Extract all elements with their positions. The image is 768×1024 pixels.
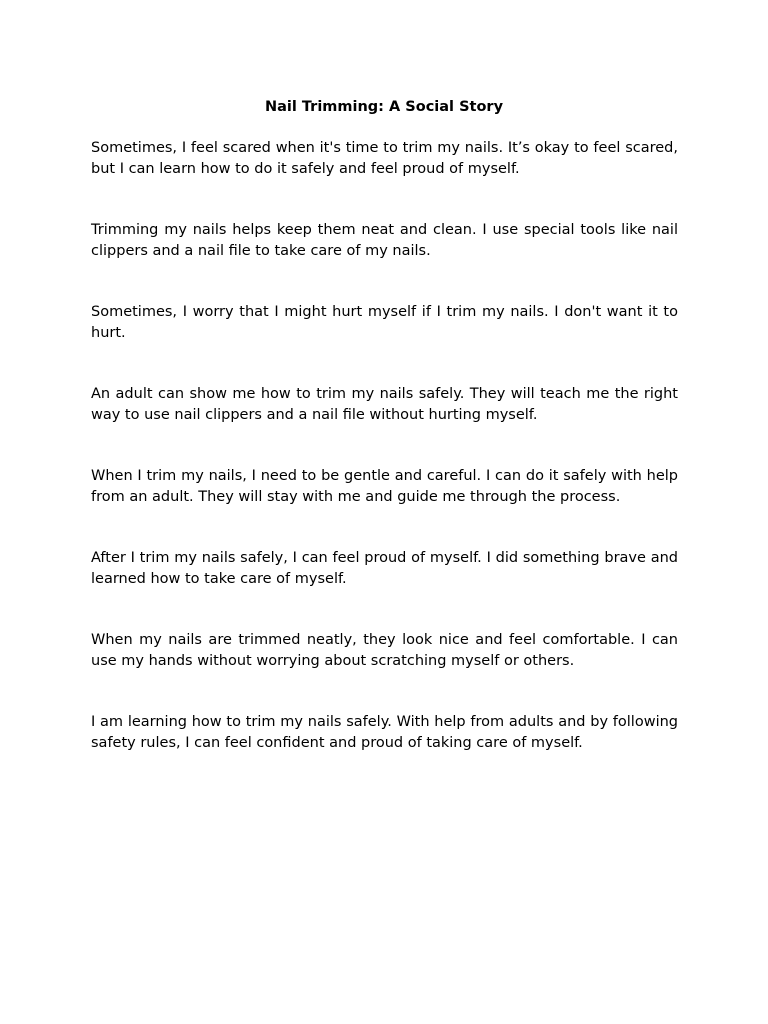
story-paragraph: When my nails are trimmed neatly, they look nice and feel comfortable. I can use my hands without worrying about scratching myself or others. bbox=[91, 632, 678, 669]
story-paragraph: Sometimes, I worry that I might hurt myself if I trim my nails. I don't want it to hurt. bbox=[91, 304, 678, 341]
story-paragraph: I am learning how to trim my nails safely. With help from adults and by following safety rules, I can feel confident and proud of taking care of myself. bbox=[91, 714, 678, 751]
story-paragraph: When I trim my nails, I need to be gentle and careful. I can do it safely with help from an adult. They will stay with me and guide me through the process. bbox=[91, 468, 678, 505]
document-title: Nail Trimming: A Social Story bbox=[264, 99, 504, 115]
story-paragraph: Sometimes, I feel scared when it's time to trim my nails. It’s okay to feel scared, but I can learn how to do it safely and feel proud of myself. bbox=[91, 140, 678, 177]
story-paragraph: Trimming my nails helps keep them neat and clean. I use special tools like nail clippers and a nail file to take care of my nails. bbox=[91, 222, 678, 259]
story-paragraph: After I trim my nails safely, I can feel proud of myself. I did something brave and learned how to take care of myself. bbox=[91, 550, 678, 587]
story-body bbox=[91, 138, 678, 794]
story-paragraph: An adult can show me how to trim my nails safely. They will teach me the right way to use nail clippers and a nail file without hurting myself. bbox=[91, 386, 678, 423]
